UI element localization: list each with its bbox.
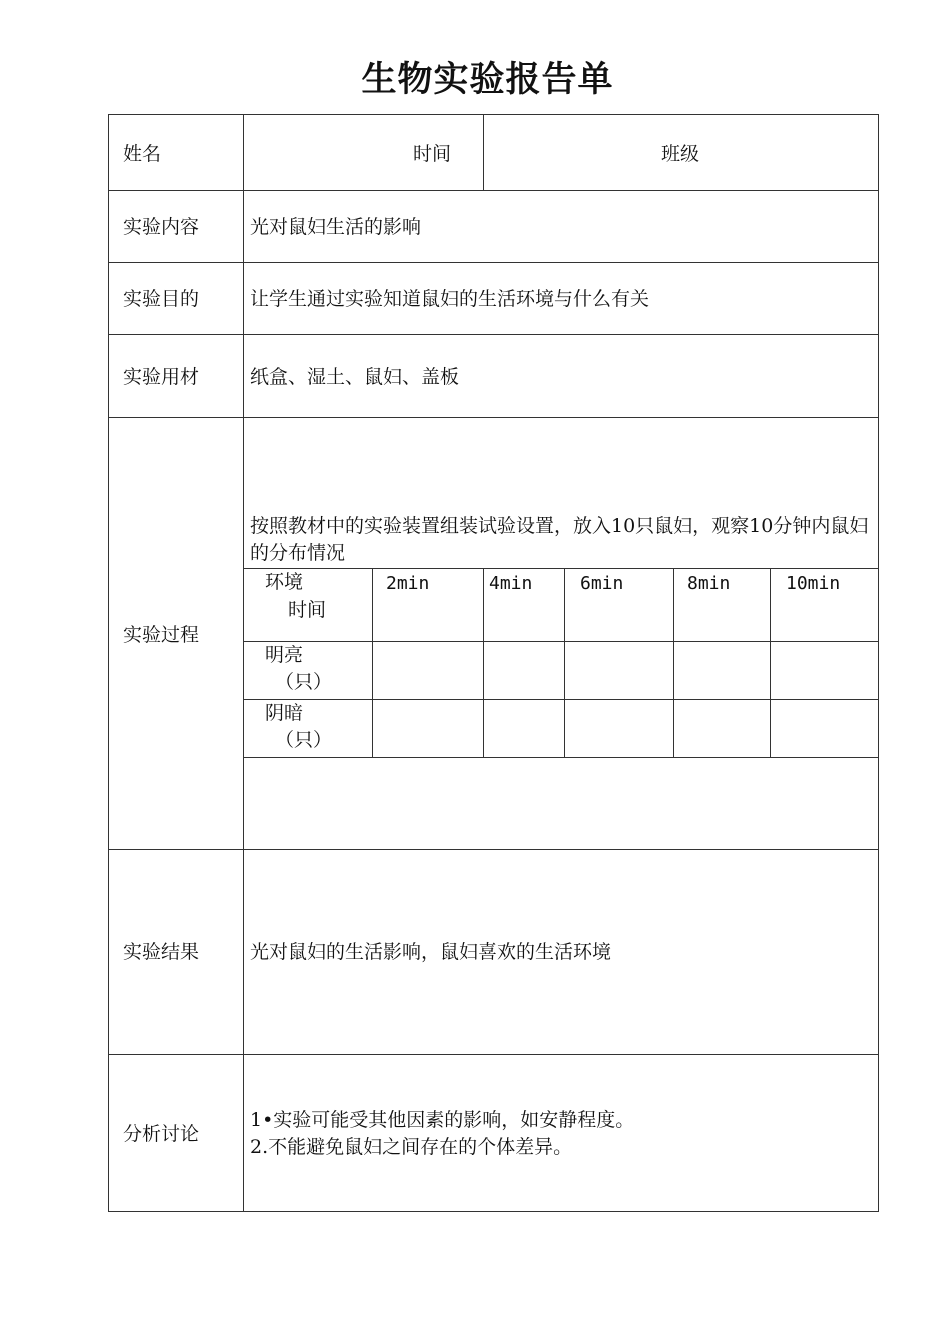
discussion-label: 分析讨论 [123,1123,200,1145]
obs-table-col-divider [564,568,565,757]
header-cell-divider [483,115,484,190]
obs-row-dark-label: 阴暗 [265,702,304,724]
obs-time-4min: 4min [489,573,533,594]
obs-table-col-divider [372,568,373,757]
row-divider [109,1054,878,1055]
discussion-line-1: 1•实验可能受其他因素的影响，如安静程度。 [250,1109,635,1131]
class-label: 班级 [661,143,700,165]
purpose-value: 让学生通过实验知道鼠妇的生活环境与什么有关 [250,288,650,310]
obs-table-bottom [243,757,878,758]
content-value: 光对鼠妇生活的影响 [250,216,422,238]
page-title: 生物实验报告单 [361,60,614,100]
name-label: 姓名 [123,143,162,165]
result-label: 实验结果 [123,941,200,963]
time-label: 时间 [413,143,452,165]
discussion-line-2: 2.不能避免鼠妇之间存在的个体差异。 [250,1136,573,1158]
obs-time-6min: 6min [580,573,624,594]
row-divider [109,417,878,418]
obs-time-2min: 2min [386,573,430,594]
obs-table-row-divider [243,641,878,642]
obs-table-col-divider [673,568,674,757]
obs-table-top [243,568,878,569]
row-divider [109,334,878,335]
content-label: 实验内容 [123,216,200,238]
obs-header-environment: 环境 [265,571,304,593]
process-label: 实验过程 [123,624,200,646]
obs-table-col-divider [483,568,484,757]
report-form [108,114,879,1212]
obs-table-row-divider [243,699,878,700]
process-description: 按照教材中的实验装置组装试验设置，放入10只鼠妇，观察10分钟内鼠妇的分布情况 [250,515,869,564]
materials-label: 实验用材 [123,366,200,388]
obs-row-bright-unit: （只） [275,671,333,693]
obs-row-bright-label: 明亮 [265,644,304,666]
obs-row-dark-unit: （只） [275,729,333,751]
obs-table-col-divider [770,568,771,757]
purpose-label: 实验目的 [123,288,200,310]
materials-value: 纸盒、湿土、鼠妇、盖板 [250,366,460,388]
obs-time-10min: 10min [786,573,841,594]
obs-header-time: 时间 [288,599,327,621]
label-column-divider [243,115,244,1211]
result-value: 光对鼠妇的生活影响，鼠妇喜欢的生活环境 [250,941,612,963]
row-divider [109,190,878,191]
row-divider [109,849,878,850]
obs-time-8min: 8min [687,573,731,594]
row-divider [109,262,878,263]
